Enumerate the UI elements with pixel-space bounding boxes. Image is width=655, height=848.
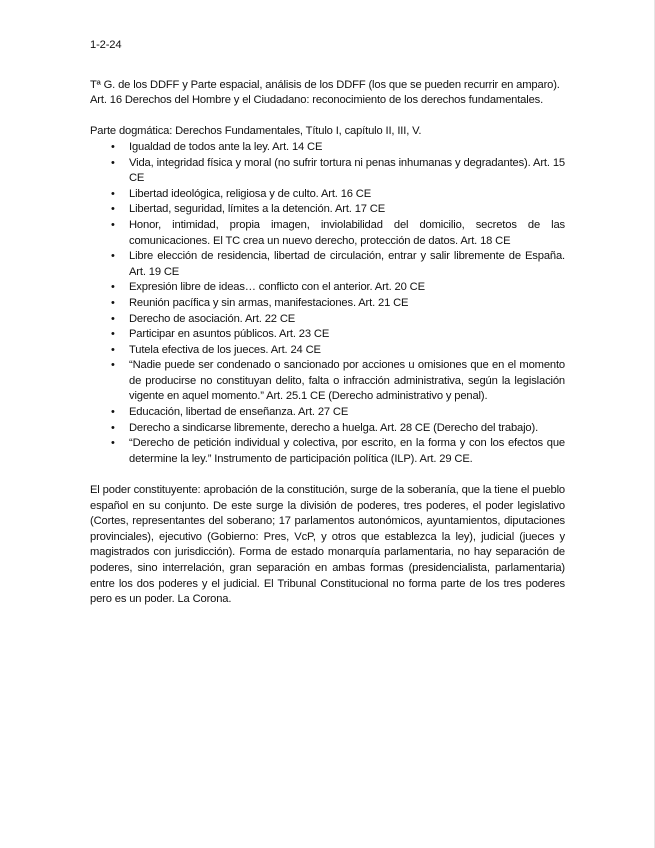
document-body [90,38,565,608]
list-item-text: Igualdad de todos ante la ley. Art. 14 CE [129,140,323,153]
list-item-text: Educación, libertad de enseñanza. Art. 27 CE [129,406,349,419]
list-item [111,280,565,296]
list-item-text: Derecho a sindicarse libremente, derecho a huelga. Art. 28 CE (Derecho del trabajo). [129,421,539,434]
bullet-icon: • [111,328,115,341]
list-item [111,312,565,328]
list-item [111,327,565,343]
bullet-icon: • [111,437,115,450]
bullet-icon: • [111,359,115,372]
section-lead: Parte dogmática: Derechos Fundamentales, Título I, capítulo II, III, V. [90,125,422,138]
bullet-icon: • [111,406,115,419]
bullet-icon: • [111,421,115,434]
list-item-text: Libertad, seguridad, límites a la detención. Art. 17 CE [129,203,386,216]
list-item [111,187,565,203]
list-item [111,343,565,359]
list-item [111,140,565,156]
list-item [111,218,565,249]
rights-list [90,140,565,467]
document-date: 1-2-24 [90,39,122,51]
bullet-icon: • [111,312,115,325]
bullet-icon: • [111,296,115,309]
list-item-text: Reunión pacífica y sin armas, manifestaciones. Art. 21 CE [129,296,409,309]
list-item-text: “Nadie puede ser condenado o sancionado por acciones u omisiones que en el momento de producirse no constituyan delito, falta o infracción administrativa, según la legislación vigente en aquel momento.” Art. 25.1 CE (Derecho administrativo y penal). [129,359,565,403]
list-item-text: Expresión libre de ideas… conflicto con el anterior. Art. 20 CE [129,281,425,294]
bullet-icon: • [111,187,115,200]
list-item [111,421,565,437]
list-item [111,358,565,405]
list-item [111,405,565,421]
list-item [111,156,565,187]
bullet-icon: • [111,281,115,294]
bullet-icon: • [111,250,115,263]
list-item [111,436,565,467]
list-item-text: Tutela efectiva de los jueces. Art. 24 CE [129,343,321,356]
bullet-icon: • [111,156,115,169]
list-item [111,202,565,218]
bullet-icon: • [111,343,115,356]
bullet-icon: • [111,140,115,153]
list-item-text: Derecho de asociación. Art. 22 CE [129,312,296,325]
intro-line-1: Tª G. de los DDFF y Parte espacial, análisis de los DDFF (los que se pueden recurrir en amparo). [90,78,560,91]
list-item-text: “Derecho de petición individual y colectiva, por escrito, en la forma y con los efectos que determine la ley.” Instrumento de participación política (ILP). Art. 29 CE. [129,437,565,465]
list-item [111,296,565,312]
list-item-text: Vida, integridad física y moral (no sufrir tortura ni penas inhumanas y degradantes). Art. 15 CE [129,156,565,185]
list-item [111,249,565,280]
closing-paragraph: El poder constituyente: aprobación de la constitución, surge de la soberanía, que la tiene el pueblo español en su conjunto. De este surge la división de poderes, tres poderes, el poder legislativo (Cortes, representantes del soberano; 17 parlamentos autonómicos, ayuntamientos, diputaciones provinciales), ejecutivo (Gobierno: Pres, VcP, y otros que establezca la ley), judicial (jueces y magistrados con jurisdicción). Forma de estado monarquía parlamentaria, no hay separación de poderes, sino interrelación, gran separación en ambas formas (presidencialista, parlamentaria) entre los dos poderes y el judicial. El Tribunal Constitucional no forma parte de los tres poderes pero es un poder. La Corona. [90,484,565,606]
list-item-text: Honor, intimidad, propia imagen, inviolabilidad del domicilio, secretos de las comunicaciones. El TC crea un nuevo derecho, protección de datos. Art. 18 CE [129,218,565,247]
list-item-text: Libre elección de residencia, libertad de circulación, entrar y salir libremente de España. Art. 19 CE [129,250,565,278]
intro-line-2: Art. 16 Derechos del Hombre y el Ciudadano: reconocimiento de los derechos fundamentales. [90,94,544,107]
list-item-text: Participar en asuntos públicos. Art. 23 CE [129,328,330,341]
bullet-icon: • [111,203,115,216]
bullet-icon: • [111,218,115,231]
list-item-text: Libertad ideológica, religiosa y de culto. Art. 16 CE [129,187,372,200]
